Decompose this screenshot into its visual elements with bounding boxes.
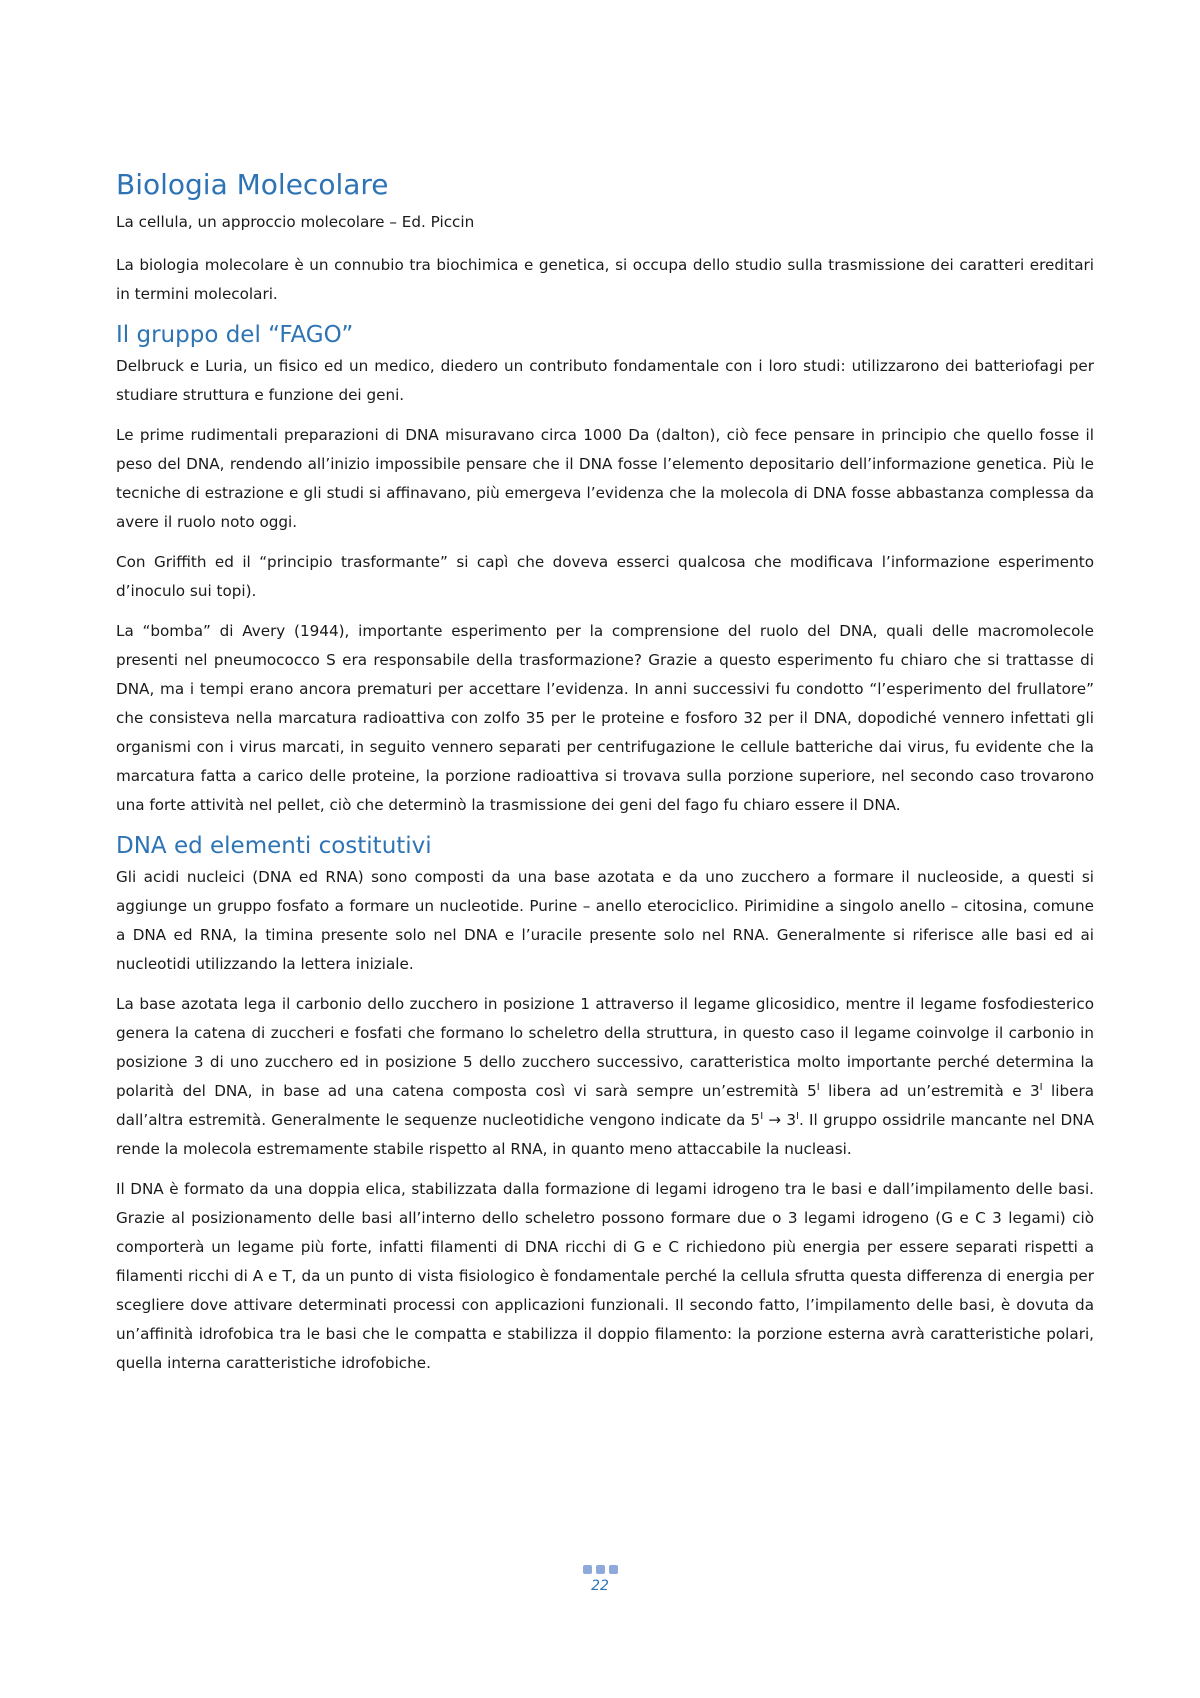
document-subtitle: La cellula, un approccio molecolare – Ed. Piccin <box>116 213 475 231</box>
dna-p2-text-2: libera ad un’estremità e 3 <box>819 1082 1040 1100</box>
section-heading-fago: Il gruppo del “FAGO” <box>116 322 354 348</box>
fago-paragraph-3: Con Griffith ed il “principio trasformante” si capì che doveva esserci qualcosa che modificava l’informazione esperimento d’inoculo sui topi). <box>116 553 1094 600</box>
fago-paragraph-2: Le prime rudimentali preparazioni di DNA misuravano circa 1000 Da (dalton), ciò fece pensare in principio che quello fosse il peso del DNA, rendendo all’inizio impossibile pensare che il DNA fosse l’elemento depositario dell’informazione genetica. Più le tecniche di estrazione e gli studi si affinavano, più emergeva l’evidenza che la molecola di DNA fosse abbastanza complessa da avere il ruolo noto oggi. <box>116 426 1094 531</box>
prime-mark: I <box>796 1110 799 1122</box>
dna-p2-text-5: . Il gruppo ossidrile mancante nel DNA rende la molecola estremamente stabile rispetto al RNA, in quanto meno attaccabile la nucleasi. <box>116 1111 1094 1158</box>
footer-dots-icon <box>0 1565 1200 1574</box>
intro-paragraph: La biologia molecolare è un connubio tra biochimica e genetica, si occupa dello studio sulla trasmissione dei caratteri ereditari in termini molecolari. <box>116 256 1094 303</box>
section-heading-dna: DNA ed elementi costitutivi <box>116 833 432 859</box>
dot-icon <box>609 1565 618 1574</box>
page-footer <box>0 1565 1200 1594</box>
dna-p2-text-3: libera dall’altra estremità. Generalmente le sequenze nucleotidiche vengono indicate da 5 <box>116 1082 1094 1129</box>
prime-mark: I <box>1039 1081 1043 1093</box>
dna-paragraph-2 <box>116 990 1094 1164</box>
dna-paragraph-3: Il DNA è formato da una doppia elica, stabilizzata dalla formazione di legami idrogeno tra le basi e dall’impilamento delle basi. Grazie al posizionamento delle basi all’interno dello scheletro possono formare due o 3 legami idrogeno (G e C 3 legami) ciò comporterà un legame più forte, infatti filamenti di DNA ricchi di G e C richiedono più energia per essere separati rispetti a filamenti ricchi di A e T, da un punto di vista fisiologico è fondamentale perché la cellula sfrutta questa differenza di energia per scegliere dove attivare determinati processi con applicazioni funzionali. Il secondo fatto, l’impilamento delle basi, è dovuta da un’affinità idrofobica tra le basi che le compatta e stabilizza il doppio filamento: la porzione esterna avrà caratteristiche polari, quella interna caratteristiche idrofobiche. <box>116 1180 1094 1372</box>
fago-paragraph-1: Delbruck e Luria, un fisico ed un medico, diedero un contributo fondamentale con i loro studi: utilizzarono dei batteriofagi per studiare struttura e funzione dei geni. <box>116 357 1094 404</box>
dna-p2-text-4: → 3 <box>763 1111 797 1129</box>
document-page <box>116 168 1094 1389</box>
fago-paragraph-4: La “bomba” di Avery (1944), importante esperimento per la comprensione del ruolo del DNA, quali delle macromolecole presenti nel pneumococco S era responsabile della trasformazione? Grazie a questo esperimento fu chiaro che si trattasse di DNA, ma i tempi erano ancora prematuri per accettare l’evidenza. In anni successivi fu condotto “l’esperimento del frullatore” che consisteva nella marcatura radioattiva con zolfo 35 per le proteine e fosforo 32 per il DNA, dopodiché vennero infettati gli organismi con i virus marcati, in seguito vennero separati per centrifugazione le cellule batteriche dai virus, fu evidente che la marcatura fatta a carico delle proteine, la porzione radioattiva si trovava sulla porzione superiore, nel secondo caso trovarono una forte attività nel pellet, ciò che determinò la trasmissione dei geni del fago fu chiaro essere il DNA. <box>116 622 1094 814</box>
dot-icon <box>596 1565 605 1574</box>
dot-icon <box>583 1565 592 1574</box>
dna-p2-text-1: La base azotata lega il carbonio dello zucchero in posizione 1 attraverso il legame glicosidico, mentre il legame fosfodiesterico genera la catena di zuccheri e fosfati che formano lo scheletro della struttura, in questo caso il legame coinvolge il carbonio in posizione 3 di uno zucchero ed in posizione 5 dello zucchero successivo, caratteristica molto importante perché determina la polarità del DNA, in base ad una catena composta così vi sarà sempre un’estremità 5 <box>116 995 1094 1100</box>
dna-paragraph-1: Gli acidi nucleici (DNA ed RNA) sono composti da una base azotata e da uno zucchero a formare il nucleoside, a questi si aggiunge un gruppo fosfato a formare un nucleotide. Purine – anello eterociclico. Pirimidine a singolo anello – citosina, comune a DNA ed RNA, la timina presente solo nel DNA e l’uracile presente solo nel RNA. Generalmente si riferisce alle basi ed ai nucleotidi utilizzando la lettera iniziale. <box>116 868 1094 973</box>
document-title: Biologia Molecolare <box>116 168 389 201</box>
prime-mark: I <box>760 1110 764 1122</box>
prime-mark: I <box>816 1081 820 1093</box>
page-number: 22 <box>591 1578 609 1594</box>
